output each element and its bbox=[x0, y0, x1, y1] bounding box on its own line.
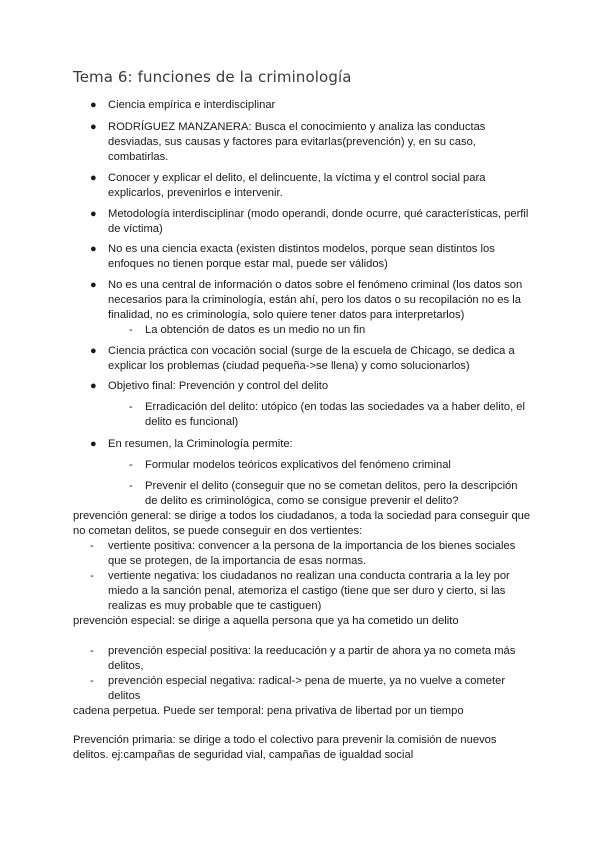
paragraph-line: Prevención primaria: se dirige a todo el colectivo para prevenir la comisión de nuevos bbox=[73, 734, 497, 746]
bullet-line: de víctima) bbox=[108, 223, 163, 235]
bullet-icon: ● bbox=[90, 438, 97, 450]
bullet-line: Metodología interdisciplinar (modo operandi, donde ocurre, qué características, perfil bbox=[108, 208, 529, 220]
bullet-icon: ● bbox=[90, 121, 97, 133]
bullet-line: RODRÍGUEZ MANZANERA: Busca el conocimiento y analiza las conductas bbox=[108, 121, 486, 133]
dash-icon: - bbox=[129, 480, 133, 492]
list-item-line: miedo a la sanción penal, atemoriza el castigo (tiene que ser duro y cierto, si las bbox=[108, 585, 506, 597]
list-item-line: que se protegen, de la importancia de esas normas. bbox=[108, 555, 367, 567]
list-item-line: realizas es muy probable que te castiguen) bbox=[108, 600, 322, 612]
paragraph-line: prevención general: se dirige a todos los ciudadanos, a toda la sociedad para conseguir que bbox=[73, 510, 531, 522]
bullet-icon: ● bbox=[90, 345, 97, 357]
list-item-line: prevención especial positiva: la reeducación y a partir de ahora ya no cometa más bbox=[108, 645, 516, 657]
bullet-line: Ciencia empírica e interdisciplinar bbox=[108, 99, 276, 111]
paragraph-line: no cometan delitos, se puede conseguir en dos vertientes: bbox=[73, 525, 363, 537]
dash-icon: - bbox=[90, 645, 94, 657]
bullet-line: Objetivo final: Prevención y control del delito bbox=[108, 380, 329, 392]
bullet-icon: ● bbox=[90, 99, 97, 111]
bullet-icon: ● bbox=[90, 380, 97, 392]
bullet-line: necesarios para la criminología, están ahí, pero los datos o su recopilación no es la bbox=[108, 294, 521, 306]
bullet-icon: ● bbox=[90, 243, 97, 255]
sub-bullet-line: Prevenir el delito (conseguir que no se cometan delitos, pero la descripción bbox=[145, 480, 518, 492]
list-item-line: delitos, bbox=[108, 660, 144, 672]
dash-icon: - bbox=[129, 459, 133, 471]
bullet-icon: ● bbox=[90, 172, 97, 184]
dash-icon: - bbox=[90, 675, 94, 687]
dash-icon: - bbox=[90, 570, 94, 582]
bullet-line: Conocer y explicar el delito, el delincuente, la víctima y el control social para bbox=[108, 172, 486, 184]
dash-icon: - bbox=[129, 324, 133, 336]
sub-bullet-line: delito es funcional) bbox=[145, 416, 239, 428]
bullet-line: No es una ciencia exacta (existen distintos modelos, porque sean distintos los bbox=[108, 243, 495, 255]
bullet-line: combatirlas. bbox=[108, 151, 169, 163]
paragraph-line: prevención especial: se dirige a aquella persona que ya ha cometido un delito bbox=[73, 615, 459, 627]
sub-bullet-line: Formular modelos teóricos explicativos del fenómeno criminal bbox=[145, 459, 451, 471]
bullet-line: enfoques no tienen porque estar mal, puede ser válidos) bbox=[108, 258, 388, 270]
dash-icon: - bbox=[90, 540, 94, 552]
paragraph-line: delitos. ej:campañas de seguridad vial, campañas de igualdad social bbox=[73, 749, 414, 761]
list-item-line: delitos bbox=[108, 690, 141, 702]
bullet-line: desviadas, sus causas y factores para evitarlas(prevención) y, en su caso, bbox=[108, 136, 476, 148]
paragraph-line: cadena perpetua. Puede ser temporal: pena privativa de libertad por un tiempo bbox=[73, 705, 464, 717]
bullet-line: explicarlos, prevenirlos e intervenir. bbox=[108, 187, 283, 199]
bullet-icon: ● bbox=[90, 279, 97, 291]
bullet-line: explicar los problemas (ciudad pequeña->se llena) y como solucionarlos) bbox=[108, 360, 470, 372]
list-item-line: vertiente positiva: convencer a la persona de la importancia de los bienes sociales bbox=[108, 540, 516, 552]
list-item-line: prevención especial negativa: radical-> pena de muerte, ya no vuelve a cometer bbox=[108, 675, 506, 687]
bullet-icon: ● bbox=[90, 208, 97, 220]
bullet-line: En resumen, la Criminología permite: bbox=[108, 438, 293, 450]
bullet-line: finalidad, no es criminología, solo quiere tener datos para interpretarlos) bbox=[108, 309, 465, 321]
page-title: Tema 6: funciones de la criminología bbox=[73, 68, 352, 86]
sub-bullet-line: La obtención de datos es un medio no un fin bbox=[145, 324, 366, 336]
list-item-line: vertiente negativa: los ciudadanos no realizan una conducta contraria a la ley por bbox=[108, 570, 510, 582]
bullet-line: Ciencia práctica con vocación social (surge de la escuela de Chicago, se dedica a bbox=[108, 345, 515, 357]
sub-bullet-line: Erradicación del delito: utópico (en todas las sociedades va a haber delito, el bbox=[145, 401, 525, 413]
dash-icon: - bbox=[129, 401, 133, 413]
bullet-line: No es una central de información o datos sobre el fenómeno criminal (los datos son bbox=[108, 279, 523, 291]
sub-bullet-line: de delito es criminológica, como se consigue prevenir el delito? bbox=[145, 495, 459, 507]
